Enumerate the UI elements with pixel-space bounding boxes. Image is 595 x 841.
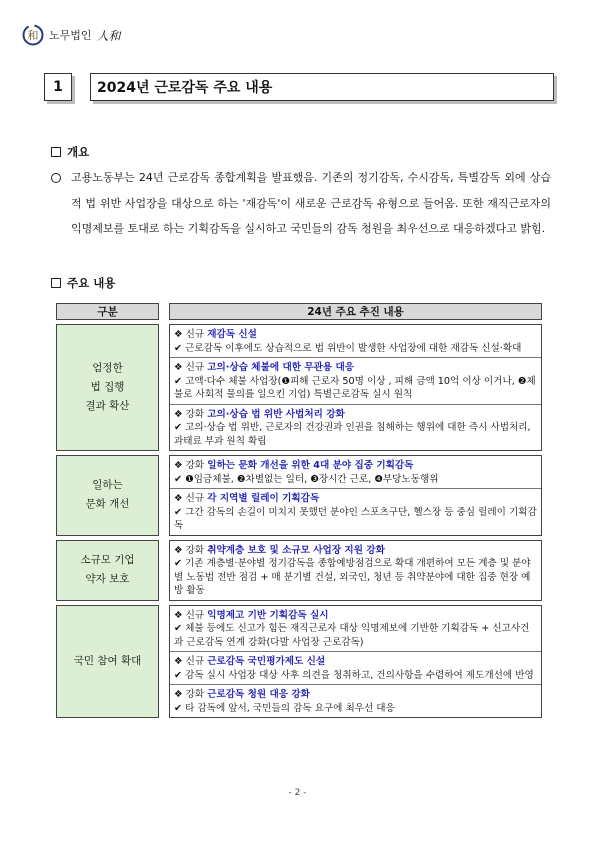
item-highlight: 각 지역별 릴레이 기획감독	[207, 493, 320, 504]
category-line: 일하는	[92, 479, 123, 492]
item-highlight: 근로감독 청원 대응 강화	[207, 689, 310, 700]
category-line: 결과 확산	[85, 400, 130, 412]
table-row	[56, 605, 542, 719]
category-line: 약자 보호	[85, 573, 130, 585]
section-header	[44, 72, 554, 102]
item-body: ✔ ❶임금체불, ❷차별없는 일터, ❸장시간 근로, ❹부당노동행위	[174, 473, 439, 485]
category-line: 법 집행	[90, 381, 125, 393]
category-line: 문화 개선	[85, 498, 130, 511]
item-body: ✔ 근로감독 이후에도 상습적으로 법 위반이 발생한 사업장에 대한 재감독 신설·확대	[174, 342, 522, 354]
page-number: - 2 -	[288, 788, 307, 798]
table-row	[56, 324, 542, 451]
item-body: ✔ 고액·다수 체불 사업장(❶피해 근로자 50명 이상 , 피해 금액 10억 이상 이거나, ❷체불로 사회적 물의를 일으킨 기업) 특별근로감독 실시 원칙	[174, 375, 536, 400]
item-highlight: 고의·상습 법 위반 사법처리 강화	[207, 408, 345, 420]
item-prefix: ❖ 신규	[174, 656, 208, 667]
item-body: ✔ 체불 등에도 신고가 힘든 재직근로자 대상 익명제보에 기반한 기획감독 + 신고사건과 근로감독 연계 강화(다발 사업장 근로감독)	[174, 623, 530, 648]
list-item	[170, 541, 541, 600]
overview-heading-label: 개요	[67, 145, 90, 159]
item-highlight: 근로감독 국민평가제도 신설	[207, 656, 326, 667]
category-line: 엄정한	[92, 362, 123, 374]
overview-paragraph	[51, 165, 551, 242]
item-prefix: ❖ 강화	[174, 689, 208, 700]
overview-text: 고용노동부는 24년 근로감독 종합계획을 발표했음. 기존의 정기감독, 수시감독, 특별감독 외에 상습적 법 위반 사업장을 대상으로 하는 '재감독'이 새로운 근로감독 유형으로 들어옴. 또한 재직근로자의 익명제보를 토대로 하는 기획감독을 실시하고 국민들의 감독 청원을 최우선으로 대응하겠다고 밝힘.	[71, 171, 551, 235]
section-title: 2024년 근로감독 주요 내용	[90, 73, 554, 101]
category-cell	[56, 540, 159, 601]
item-prefix: ❖ 강화	[174, 408, 208, 420]
item-title	[174, 609, 537, 623]
list-item	[170, 325, 541, 357]
section-number: 1	[44, 73, 72, 101]
list-item	[170, 684, 541, 717]
item-prefix: ❖ 신규	[174, 609, 208, 621]
policy-table	[56, 303, 542, 718]
item-highlight: 취약계층 보호 및 소규모 사업장 지원 강화	[207, 544, 385, 556]
list-item	[170, 606, 541, 652]
table-header-row	[56, 303, 542, 320]
content-cell	[169, 324, 542, 451]
content-cell	[169, 455, 542, 536]
table-row	[56, 540, 542, 601]
main-heading-label: 주요 내용	[67, 276, 116, 290]
list-item	[170, 456, 541, 488]
item-highlight: 고의·상습 체불에 대한 무관용 대응	[207, 362, 354, 373]
col-header-category: 구분	[56, 303, 159, 320]
square-bullet-icon	[51, 278, 61, 288]
logo	[22, 24, 121, 46]
list-item	[170, 651, 541, 684]
content-cell	[169, 540, 542, 601]
item-title	[174, 408, 537, 422]
item-body: ✔ 그간 감독의 손길이 미치지 못했던 분야인 스포츠구단, 헬스장 등 중심 릴레이 기획감독	[174, 506, 537, 531]
item-highlight: 재감독 신설	[207, 329, 257, 340]
svg-text:和: 和	[27, 29, 39, 42]
item-prefix: ❖ 신규	[174, 329, 208, 340]
item-title	[174, 544, 537, 558]
logo-emblem-icon	[22, 24, 44, 46]
list-item	[170, 357, 541, 404]
item-title	[174, 492, 537, 506]
category-line: 국민 참여 확대	[73, 654, 142, 667]
item-title	[174, 361, 537, 375]
table-row	[56, 455, 542, 536]
content-cell	[169, 605, 542, 719]
category-cell	[56, 455, 159, 536]
main-heading	[51, 275, 115, 291]
item-highlight: 익명제고 기반 기획감독 실시	[207, 609, 329, 621]
category-cell	[56, 605, 159, 719]
item-body: ✔ 기존 계층별·분야별 정기감독을 종합예방점검으로 확대 개편하여 모든 계층 및 분야별 노동법 전반 점검 + 매 분기별 건설, 외국인, 청년 등 취약분야에 대한 집중 현장 예방 활동	[174, 558, 531, 596]
item-title	[174, 688, 537, 702]
item-highlight: 일하는 문화 개선을 위한 4대 분야 집중 기획감독	[207, 460, 414, 471]
overview-heading	[51, 144, 89, 160]
item-prefix: ❖ 신규	[174, 493, 208, 504]
item-prefix: ❖ 신규	[174, 362, 208, 373]
square-bullet-icon	[51, 147, 61, 157]
org-hanja: 人和	[96, 28, 121, 43]
org-name: 노무법인	[49, 29, 92, 42]
item-prefix: ❖ 강화	[174, 544, 208, 556]
item-title	[174, 655, 537, 669]
item-prefix: ❖ 강화	[174, 460, 208, 471]
col-header-content: 24년 주요 추진 내용	[169, 303, 542, 320]
list-item	[170, 488, 541, 535]
item-body: ✔ 고의·상습 법 위반, 근로자의 건강권과 인권을 침해하는 행위에 대한 즉시 사법처리, 과태료 부과 원칙 확립	[174, 422, 531, 447]
item-title	[174, 459, 537, 473]
category-line: 소규모 기업	[80, 554, 135, 566]
category-cell	[56, 324, 159, 451]
circle-bullet-icon	[51, 173, 61, 183]
item-body: ✔ 타 감독에 앞서, 국민들의 감독 요구에 최우선 대응	[174, 702, 395, 714]
item-title	[174, 328, 537, 342]
list-item	[170, 404, 541, 451]
item-body: ✔ 감독 실시 사업장 대상 사후 의견을 청취하고, 건의사항을 수렴하여 제도개선에 반영	[174, 669, 534, 681]
